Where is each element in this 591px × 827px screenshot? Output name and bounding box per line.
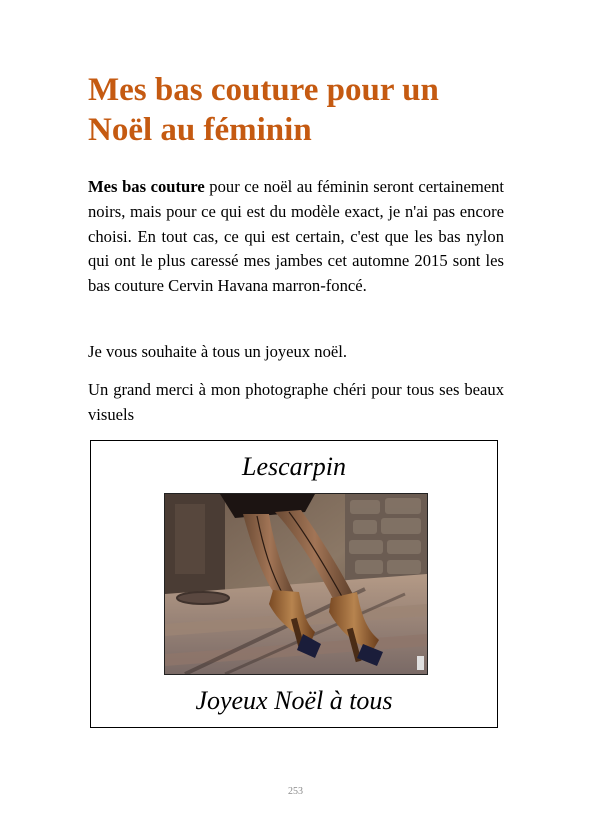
card-bottom-caption: Joyeux Noël à tous (195, 686, 393, 715)
card-top-caption: Lescarpin (242, 452, 346, 481)
greeting-card-frame (90, 440, 498, 728)
paragraph-wishes: Je vous souhaite à tous un joyeux noël. (88, 342, 348, 361)
intro-strong-text: Mes bas couture (88, 177, 205, 196)
intro-text: pour ce noël au féminin seront certainement noirs, mais pour ce qui est du modèle exact, je n'ai pas encore choisi. En tout cas, ce qui est certain, c'est que les bas nylon qui ont le plus caressé mes jambes cet automne 2015 sont les bas couture Cervin Havana marron-foncé. (88, 177, 505, 296)
legs-photo-icon (165, 494, 427, 674)
paragraph-intro (88, 175, 504, 299)
greeting-photo (164, 493, 428, 675)
paragraph-thanks: Un grand merci à mon photographe chéri pour tous ses beaux visuels (88, 380, 504, 424)
page-number: 253 (288, 786, 303, 797)
page-title: Mes bas couture pour un Noël au féminin (88, 72, 439, 148)
